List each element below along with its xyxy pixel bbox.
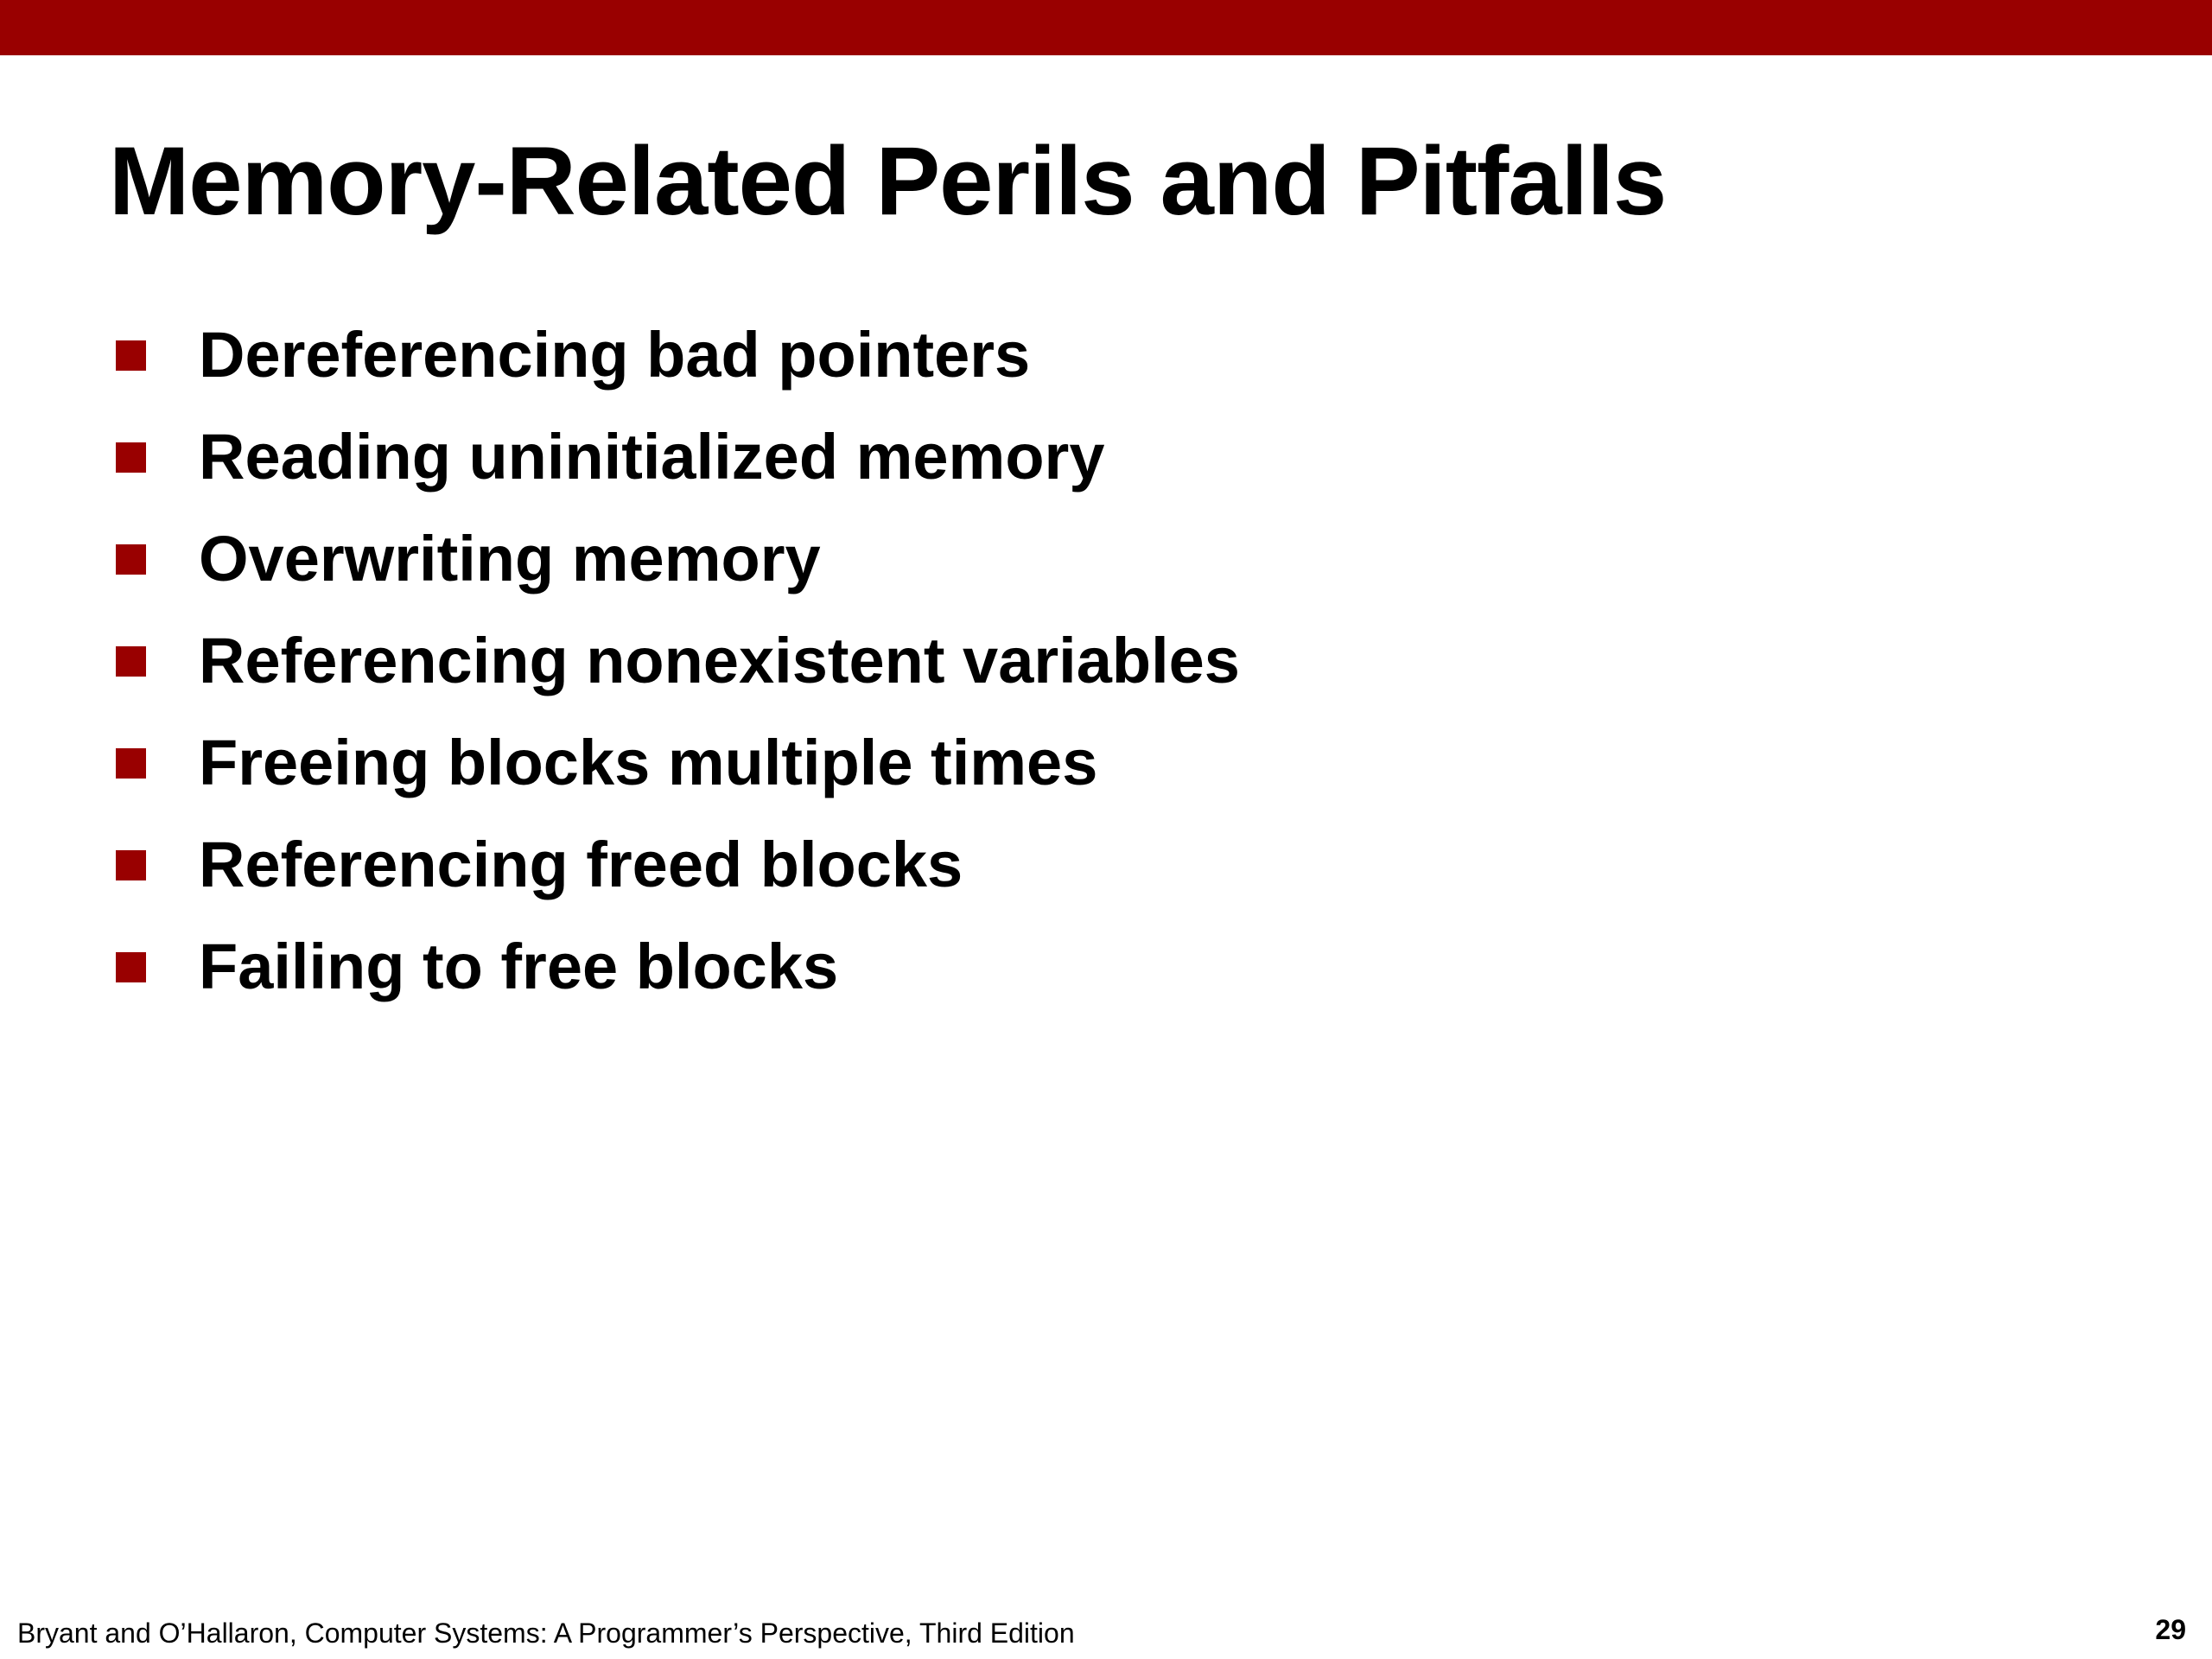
bullet-text: Overwriting memory [199, 523, 821, 594]
square-bullet-icon [116, 748, 146, 779]
page-number: 29 [2155, 1614, 2186, 1645]
square-bullet-icon [116, 442, 146, 473]
square-bullet-icon [116, 340, 146, 371]
square-bullet-icon [116, 850, 146, 880]
bullet-text: Reading uninitialized memory [199, 421, 1105, 493]
square-bullet-icon [116, 544, 146, 575]
bullet-item [116, 916, 1240, 1018]
bullet-text: Dereferencing bad pointers [199, 319, 1031, 391]
bullet-item [116, 508, 1240, 610]
bullet-item [116, 712, 1240, 814]
bullet-text: Freeing blocks multiple times [199, 727, 1098, 798]
square-bullet-icon [116, 646, 146, 677]
square-bullet-icon [116, 952, 146, 982]
bullet-list [116, 304, 1240, 1018]
bullet-item [116, 406, 1240, 508]
bullet-text: Referencing nonexistent variables [199, 625, 1240, 696]
footer-citation: Bryant and O’Hallaron, Computer Systems: A Programmer’s Perspective, Third Edition [17, 1618, 1075, 1649]
bullet-text: Referencing freed blocks [199, 829, 963, 900]
bullet-item [116, 610, 1240, 712]
bullet-item [116, 814, 1240, 916]
header-accent-bar [0, 0, 2212, 55]
bullet-text: Failing to free blocks [199, 931, 839, 1002]
bullet-item [116, 304, 1240, 406]
slide-title: Memory-Related Perils and Pitfalls [109, 127, 1667, 235]
